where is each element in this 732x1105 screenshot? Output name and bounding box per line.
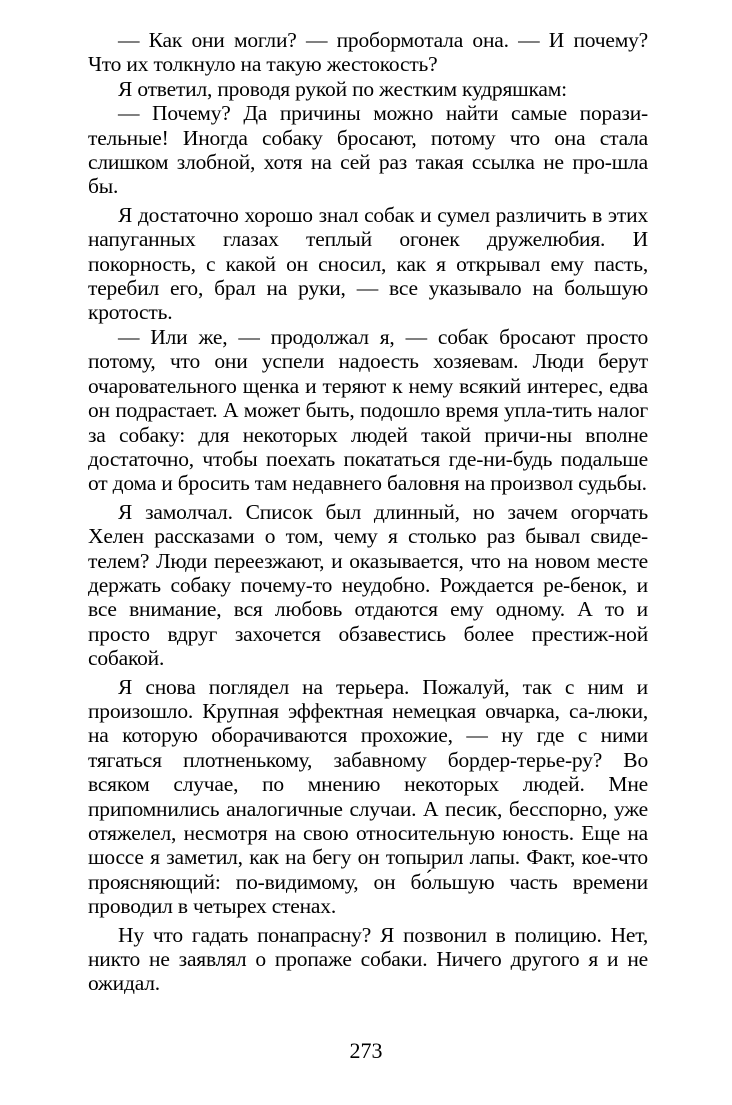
paragraph-8: Ну что гадать понапрасну? Я позвонил в полицию. Нет, никто не заявлял о пропаже собаки. Ничего другого я и не ожидал. [88, 922, 648, 996]
paragraph-5: — Или же, — продолжал я, — собак бросают просто потому, что они успели надоесть хозяевам. Люди берут очаровательного щенка и теряют к нему всякий интерес, едва он подрастает. А может быть, подошло время упла-тить налог за собаку: для некоторых людей такой причи-ны вполне достаточно, чтобы поехать покататься где-ни-будь подальше от дома и бросить там недавнего баловня на произвол судьбы. [88, 324, 648, 496]
paragraph-3: — Почему? Да причины можно найти самые порази-тельные! Иногда собаку бросают, потому что она стала слишком злобной, хотя на сей раз такая ссылка не про-шла бы. [88, 101, 648, 199]
book-page-text [88, 28, 648, 996]
paragraph-1: — Как они могли? — пробормотала она. — И почему? Что их толкнуло на такую жестокость? [88, 28, 648, 77]
paragraph-2: Я ответил, проводя рукой по жестким кудряшкам: [118, 76, 567, 101]
paragraph-6: Я замолчал. Список был длинный, но зачем огорчать Хелен рассказами о том, чему я столько раз бывал свиде-телем? Люди переезжают, и оказывается, что на новом месте держать собаку почему-то неудобно. Рождается ре-бенок, и все внимание, вся любовь отдаются ему одному. А то и просто вдруг захочется обзавестись более престиж-ной собакой. [88, 499, 648, 671]
paragraph-7: Я снова поглядел на терьера. Пожалуй, так с ним и произошло. Крупная эффектная немецкая овчарка, са-люки, на которую оборачиваются прохожие, — ну где с ними тягаться плотненькому, забавному бордер-терье-ру? Во всяком случае, по мнению некоторых людей. Мне припомнились аналогичные случаи. А песик, бесспорно, уже отяжелел, несмотря на свою относительную юность. Еще на шоссе я заметил, как на бегу он топырил лапы. Факт, кое-что проясняющий: по-видимому, он бо́льшую часть времени проводил в четырех стенах. [88, 674, 648, 919]
page-number: 273 [349, 1038, 383, 1063]
paragraph-4: Я достаточно хорошо знал собак и сумел различить в этих напуганных глазах теплый огонек дружелюбия. И покорность, с какой он сносил, как я открывал ему пасть, теребил его, брал на руки, — все указывало на большую кротость. [88, 202, 648, 325]
